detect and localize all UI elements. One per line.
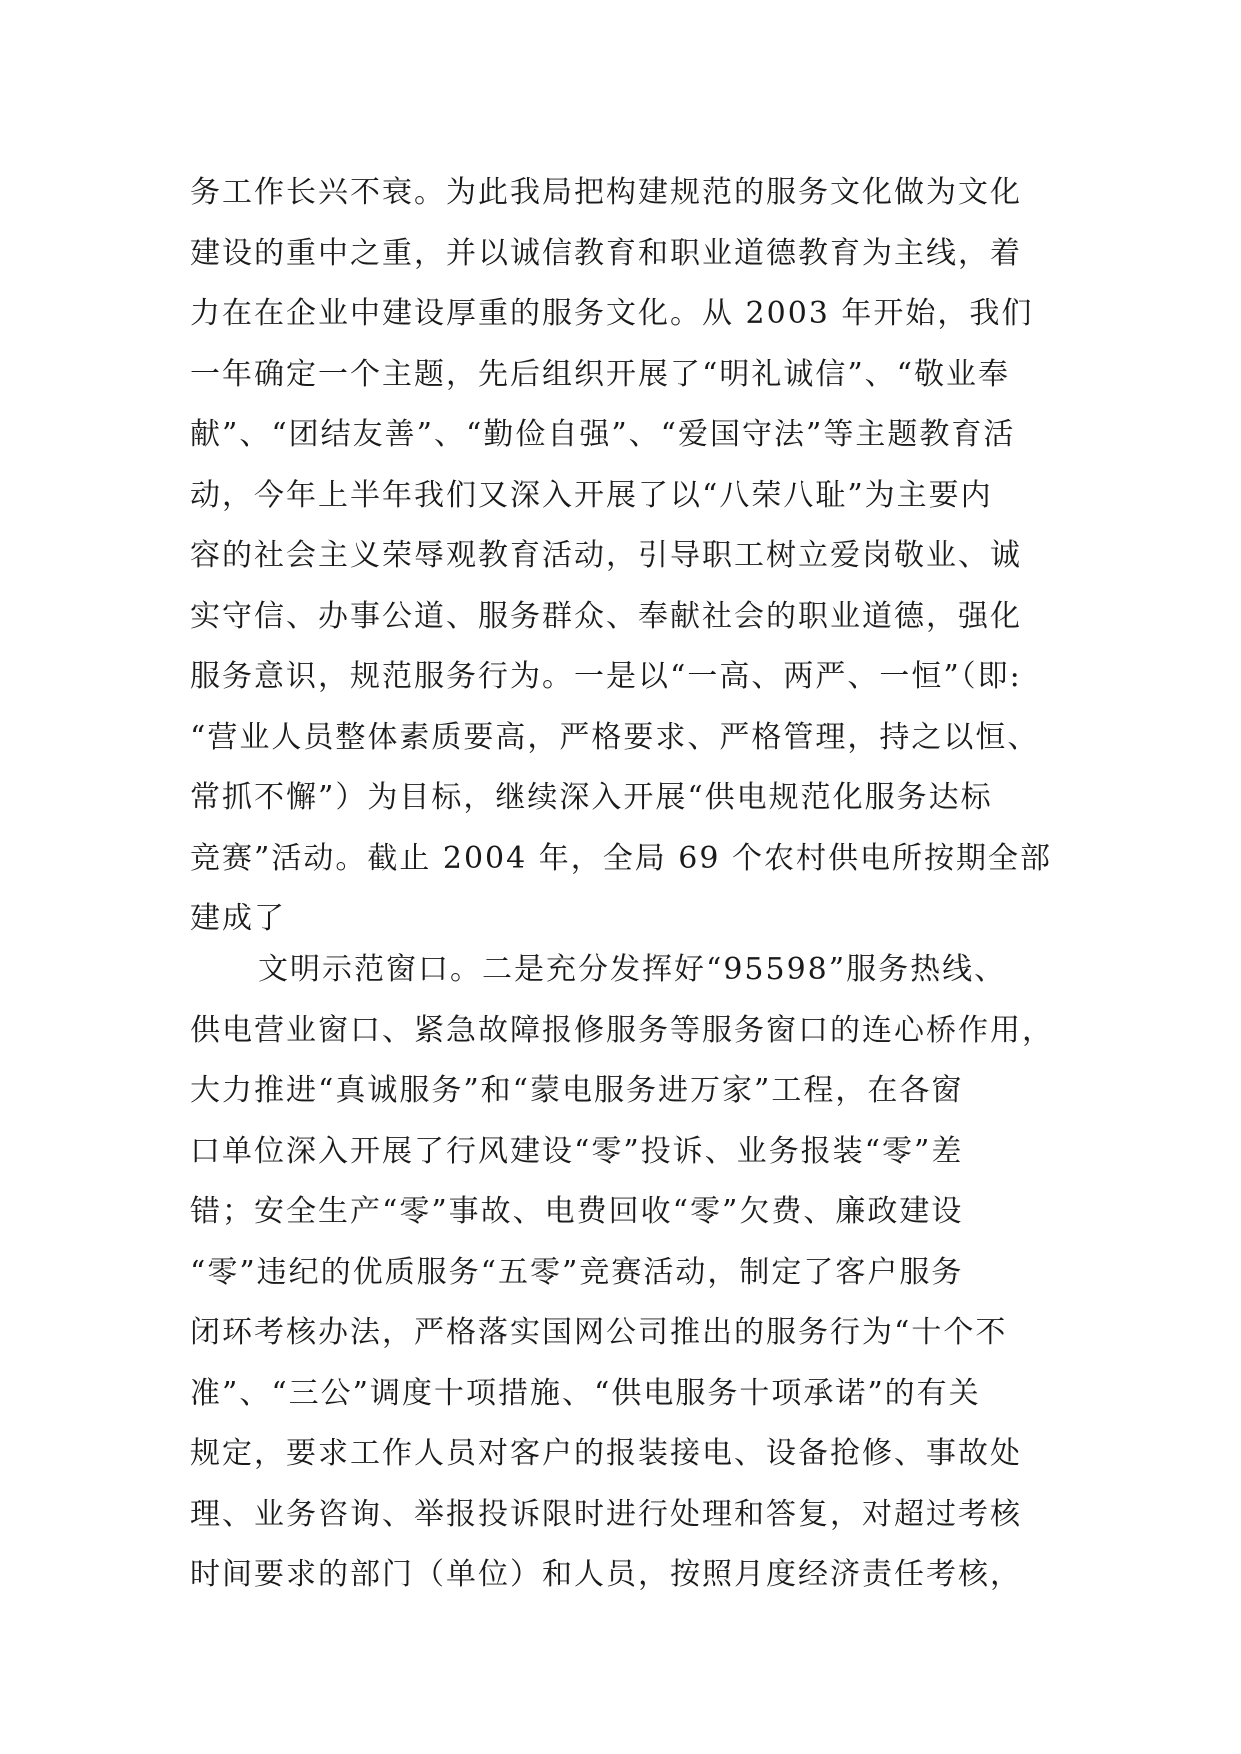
text-line: 供电营业窗口、紧急故障报修服务等服务窗口的连心桥作用， [190,1012,1054,1048]
text-line: 准”、“三公”调度十项措施、“供电服务十项承诺”的有关 [190,1375,981,1411]
text-line: 建成了 [190,901,286,936]
text-line: 一年确定一个主题，先后组织开展了“明礼诚信”、“敬业奉 [190,356,1011,392]
text-line: 口单位深入开展了行风建设“零”投诉、业务报装“零”差 [190,1133,964,1169]
paragraph-1 [190,163,1053,950]
text-line: 容的社会主义荣辱观教育活动，引导职工树立爱岗敬业、诚 [190,538,1022,573]
text-line: “营业人员整体素质要高，严格要求、严格管理，持之以恒、 [190,719,1040,755]
text-line: 服务意识，规范服务行为。一是以“一高、两严、一恒”（即: [190,659,1022,694]
text-line: 理、业务咨询、举报投诉限时进行处理和答复，对超过考核 [190,1496,1022,1532]
text-line: 错；安全生产“零”事故、电费回收“零”欠费、廉政建设 [190,1194,964,1229]
text-line: 建设的重中之重，并以诚信教育和职业道德教育为主线，着 [190,235,1022,271]
text-line: 大力推进“真诚服务”和“蒙电服务进万家”工程，在各窗 [190,1073,964,1108]
text-line: 献”、“团结友善”、“勤俭自强”、“爱国守法”等主题教育活 [190,417,1016,452]
text-line: 规定，要求工作人员对客户的报装接电、设备抢修、事故处 [190,1436,1022,1471]
text-line: “零”违纪的优质服务“五零”竞赛活动，制定了客户服务 [190,1254,964,1290]
text-line: 文明示范窗口。二是充分发挥好“95598”服务热线、 [258,952,1007,987]
text-line: 常抓不懈”）为目标，继续深入开展“供电规范化服务达标 [190,780,993,815]
text-line: 竞赛”活动。截止 2004 年，全局 69 个农村供电所按期全部 [190,840,1053,876]
text-line: 闭环考核办法，严格落实国网公司推出的服务行为“十个不 [190,1315,1008,1350]
text-line: 力在在企业中建设厚重的服务文化。从 2003 年开始，我们 [190,296,1034,331]
text-line: 动，今年上半年我们又深入开展了以“八荣八耻”为主要内 [190,477,993,513]
paragraph-2 [190,940,1054,1606]
text-line: 实守信、办事公道、服务群众、奉献社会的职业道德，强化 [190,598,1022,634]
text-line: 务工作长兴不衰。为此我局把构建规范的服务文化做为文化 [190,175,1022,210]
text-line: 时间要求的部门（单位）和人员，按照月度经济责任考核， [190,1557,1022,1592]
